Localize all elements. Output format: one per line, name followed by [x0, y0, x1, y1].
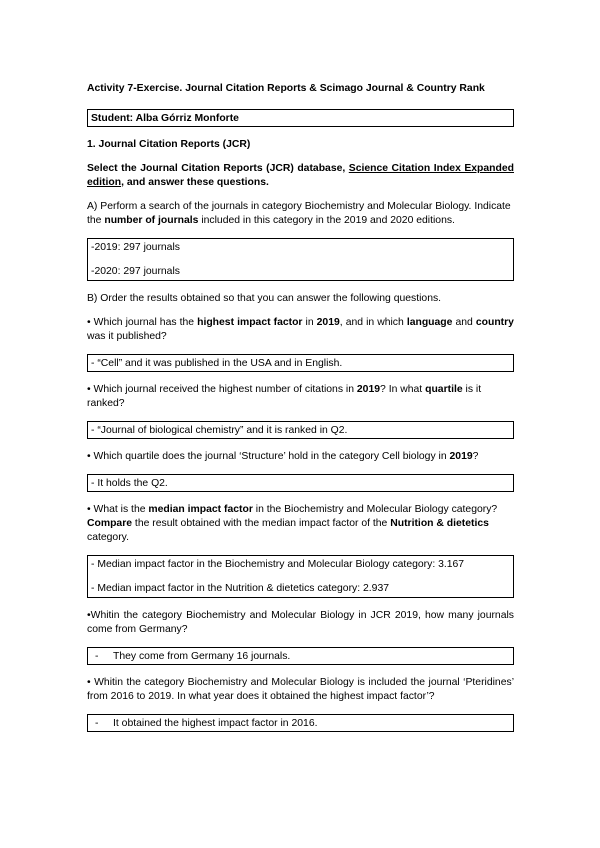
answer-a-box: [87, 238, 514, 281]
answer-4-nutrition: - Median impact factor in the Nutrition & dietetics category: 2.937: [91, 583, 390, 594]
student-name: Student: Alba Górriz Monforte: [91, 113, 239, 124]
student-box: [87, 109, 514, 127]
answer-1-box: [87, 354, 514, 372]
section-heading-jcr: 1. Journal Citation Reports (JCR): [87, 139, 251, 150]
document-page: [87, 82, 514, 743]
question-6: • Whitin the category Biochemistry and Molecular Biology is included the journal ‘Pteridines’ from 2016 to 2019. In what year does it obtained the highest impact factor’?: [87, 677, 514, 702]
intro-instructions: Select the Journal Citation Reports (JCR) database, Science Citation Index Expanded edition, and answer these questions.: [87, 163, 514, 188]
answer-4-biochem: - Median impact factor in the Biochemistry and Molecular Biology category: 3.167: [91, 559, 465, 570]
question-b: B) Order the results obtained so that you can answer the following questions.: [87, 293, 442, 304]
answer-6: - It obtained the highest impact factor in 2016.: [95, 718, 318, 729]
question-4: • What is the median impact factor in the Biochemistry and Molecular Biology category? Compare the result obtained with the median impact factor of the Nutrition & dietetics category.: [87, 504, 498, 543]
answer-a-2019: -2019: 297 journals: [91, 242, 180, 253]
answer-2: - “Journal of biological chemistry” and it is ranked in Q2.: [91, 425, 348, 436]
answer-3-box: [87, 474, 514, 492]
answer-2-box: [87, 421, 514, 439]
question-1: • Which journal has the highest impact factor in 2019, and in which language and country was it published?: [87, 317, 514, 342]
document-title: Activity 7-Exercise. Journal Citation Reports & Scimago Journal & Country Rank: [87, 83, 485, 94]
question-2: • Which journal received the highest number of citations in 2019? In what quartile is it ranked?: [87, 384, 482, 409]
answer-5-box: [87, 647, 514, 665]
question-3: • Which quartile does the journal ‘Structure’ hold in the category Cell biology in 2019?: [87, 451, 479, 462]
answer-1: - “Cell” and it was published in the USA and in English.: [91, 358, 343, 369]
answer-5: - They come from Germany 16 journals.: [95, 651, 291, 662]
answer-3: - It holds the Q2.: [91, 478, 168, 489]
question-5: •Whitin the category Biochemistry and Molecular Biology in JCR 2019, how many journals come from Germany?: [87, 610, 514, 635]
sci-expanded-link: Science Citation Index Expanded edition: [87, 163, 514, 188]
question-a: A) Perform a search of the journals in category Biochemistry and Molecular Biology. Indicate the number of journals included in this category in the 2019 and 2020 editions.: [87, 201, 511, 226]
answer-4-box: [87, 555, 514, 598]
answer-a-2020: -2020: 297 journals: [91, 266, 180, 277]
answer-6-box: [87, 714, 514, 732]
